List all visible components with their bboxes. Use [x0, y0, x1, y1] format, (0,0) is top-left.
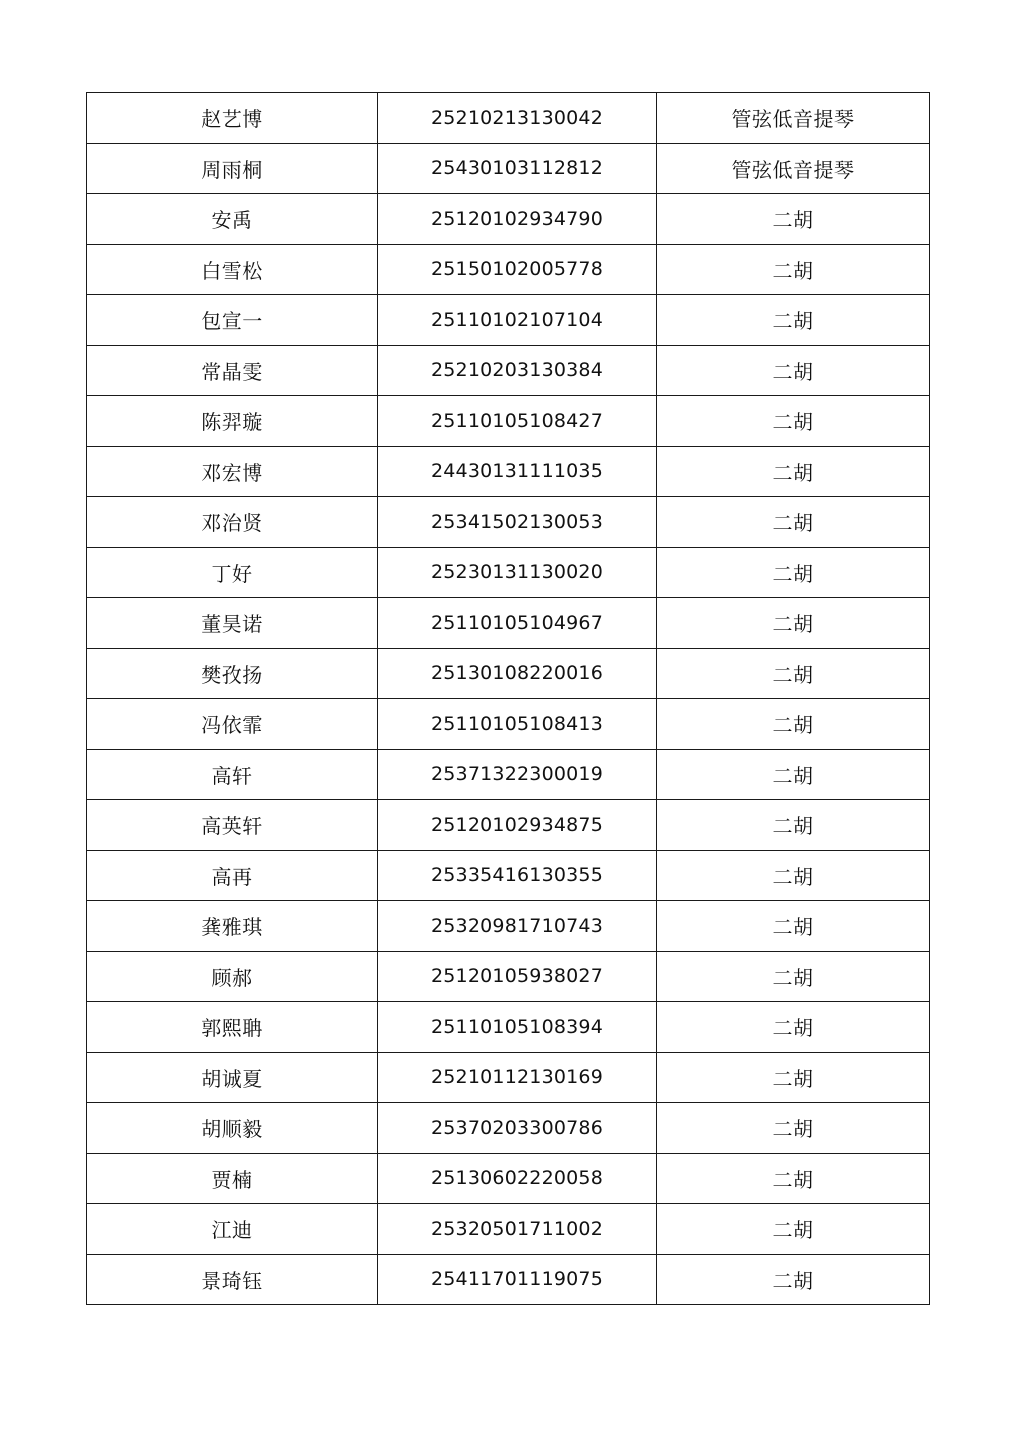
table-row — [87, 345, 930, 396]
name-cell: 龚雅琪 — [87, 901, 378, 952]
roster-table — [86, 92, 930, 1305]
table-row — [87, 598, 930, 649]
name-cell: 贾楠 — [87, 1153, 378, 1204]
name-cell: 邓治贤 — [87, 497, 378, 548]
name-cell: 丁好 — [87, 547, 378, 598]
table-row — [87, 194, 930, 245]
name-cell: 胡顺毅 — [87, 1103, 378, 1154]
instrument-cell: 二胡 — [657, 446, 930, 497]
name-cell: 安禹 — [87, 194, 378, 245]
id-cell: 25130108220016 — [378, 648, 657, 699]
name-cell: 包宣一 — [87, 295, 378, 346]
name-cell: 董昊诺 — [87, 598, 378, 649]
instrument-cell: 二胡 — [657, 951, 930, 1002]
instrument-cell: 二胡 — [657, 295, 930, 346]
id-cell: 25120102934790 — [378, 194, 657, 245]
id-cell: 25110105108394 — [378, 1002, 657, 1053]
table-row — [87, 1254, 930, 1305]
table-row — [87, 1204, 930, 1255]
instrument-cell: 二胡 — [657, 1153, 930, 1204]
table-row — [87, 1052, 930, 1103]
instrument-cell: 二胡 — [657, 194, 930, 245]
table-row — [87, 93, 930, 144]
table-row — [87, 648, 930, 699]
table-row — [87, 295, 930, 346]
instrument-cell: 二胡 — [657, 244, 930, 295]
id-cell: 25320501711002 — [378, 1204, 657, 1255]
instrument-cell: 二胡 — [657, 497, 930, 548]
table-row — [87, 901, 930, 952]
name-cell: 郭熙聃 — [87, 1002, 378, 1053]
table-row — [87, 244, 930, 295]
id-cell: 25210112130169 — [378, 1052, 657, 1103]
id-cell: 25110102107104 — [378, 295, 657, 346]
instrument-cell: 二胡 — [657, 901, 930, 952]
instrument-cell: 二胡 — [657, 1103, 930, 1154]
id-cell: 25370203300786 — [378, 1103, 657, 1154]
instrument-cell: 二胡 — [657, 1052, 930, 1103]
id-cell: 25120102934875 — [378, 800, 657, 851]
name-cell: 陈羿璇 — [87, 396, 378, 447]
id-cell: 25371322300019 — [378, 749, 657, 800]
table-row — [87, 497, 930, 548]
instrument-cell: 二胡 — [657, 1204, 930, 1255]
table-row — [87, 143, 930, 194]
instrument-cell: 二胡 — [657, 396, 930, 447]
table-row — [87, 800, 930, 851]
instrument-cell: 二胡 — [657, 800, 930, 851]
instrument-cell: 二胡 — [657, 1254, 930, 1305]
table-row — [87, 749, 930, 800]
instrument-cell: 管弦低音提琴 — [657, 93, 930, 144]
id-cell: 25411701119075 — [378, 1254, 657, 1305]
name-cell: 樊孜扬 — [87, 648, 378, 699]
name-cell: 赵艺博 — [87, 93, 378, 144]
name-cell: 胡诚夏 — [87, 1052, 378, 1103]
table-row — [87, 699, 930, 750]
instrument-cell: 二胡 — [657, 749, 930, 800]
id-cell: 25130602220058 — [378, 1153, 657, 1204]
name-cell: 景琦钰 — [87, 1254, 378, 1305]
table-row — [87, 951, 930, 1002]
instrument-cell: 管弦低音提琴 — [657, 143, 930, 194]
table-row — [87, 396, 930, 447]
name-cell: 高英轩 — [87, 800, 378, 851]
table-row — [87, 1002, 930, 1053]
instrument-cell: 二胡 — [657, 1002, 930, 1053]
name-cell: 周雨桐 — [87, 143, 378, 194]
name-cell: 白雪松 — [87, 244, 378, 295]
name-cell: 高轩 — [87, 749, 378, 800]
instrument-cell: 二胡 — [657, 345, 930, 396]
instrument-cell: 二胡 — [657, 699, 930, 750]
table-row — [87, 1153, 930, 1204]
id-cell: 25341502130053 — [378, 497, 657, 548]
id-cell: 25430103112812 — [378, 143, 657, 194]
table-row — [87, 446, 930, 497]
name-cell: 常晶雯 — [87, 345, 378, 396]
id-cell: 25230131130020 — [378, 547, 657, 598]
name-cell: 邓宏博 — [87, 446, 378, 497]
instrument-cell: 二胡 — [657, 547, 930, 598]
id-cell: 25210203130384 — [378, 345, 657, 396]
id-cell: 25210213130042 — [378, 93, 657, 144]
table-row — [87, 1103, 930, 1154]
instrument-cell: 二胡 — [657, 598, 930, 649]
name-cell: 江迪 — [87, 1204, 378, 1255]
name-cell: 顾郝 — [87, 951, 378, 1002]
id-cell: 25335416130355 — [378, 850, 657, 901]
id-cell: 24430131111035 — [378, 446, 657, 497]
name-cell: 冯依霏 — [87, 699, 378, 750]
id-cell: 25120105938027 — [378, 951, 657, 1002]
id-cell: 25110105108427 — [378, 396, 657, 447]
instrument-cell: 二胡 — [657, 850, 930, 901]
table-row — [87, 547, 930, 598]
id-cell: 25110105104967 — [378, 598, 657, 649]
roster-table-body — [87, 93, 930, 1305]
id-cell: 25320981710743 — [378, 901, 657, 952]
id-cell: 25110105108413 — [378, 699, 657, 750]
table-row — [87, 850, 930, 901]
instrument-cell: 二胡 — [657, 648, 930, 699]
id-cell: 25150102005778 — [378, 244, 657, 295]
name-cell: 高再 — [87, 850, 378, 901]
